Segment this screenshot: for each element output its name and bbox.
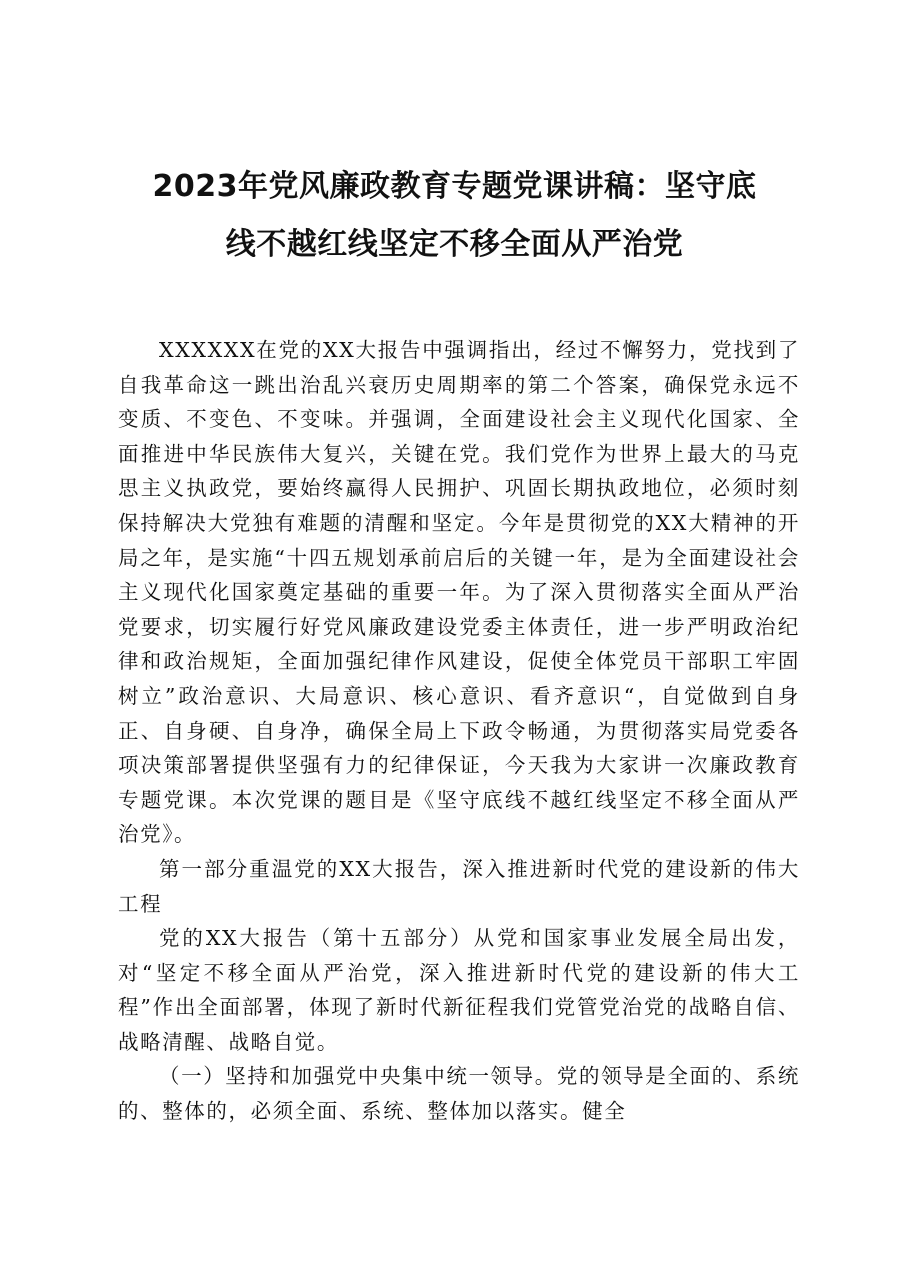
title-line-2: 线不越红线坚定不移全面从严治党: [225, 227, 684, 262]
paragraph-intro: XXXXXX在党的XX大报告中强调指出，经过不懈努力，党找到了自我革命这一跳出治乱兴衰历史周期率的第二个答案，确保党永远不变质、不变色、不变味。并强调，全面建设社会主义现代化国家、全面推进中华民族伟大复兴，关键在党。我们党作为世界上最大的马克思主义执政党，要始终赢得人民拥护、巩固长期执政地位，必须时刻保持解决大党独有难题的清醒和坚定。今年是贯彻党的XX大精神的开局之年，是实施“十四五规划承前启后的关键一年，是为全面建设社会主义现代化国家奠定基础的重要一年。为了深入贯彻落实全面从严治党要求，切实履行好党风廉政建设党委主体责任，进一步严明政治纪律和政治规矩，全面加强纪律作风建设，促使全体党员干部职工牢固树立”政治意识、大局意识、核心意识、看齐意识“，自觉做到自身正、自身硬、自身净，确保全局上下政令畅通，为贯彻落实局党委各项决策部署提供坚强有力的纪律保证，今天我为大家讲一次廉政教育专题党课。本次党课的题目是《坚守底线不越红线坚定不移全面从严治党》。: [118, 338, 800, 847]
paragraph-point-one: （一）坚持和加强党中央集中统一领导。党的领导是全面的、系统的、整体的，必须全面、系统、整体加以落实。健全: [118, 1064, 800, 1124]
document-body: [118, 333, 800, 1129]
paragraph-report-overview: 党的XX大报告（第十五部分）从党和国家事业发展全局出发，对“坚定不移全面从严治党，深入推进新时代党的建设新的伟大工程”作出全面部署，体现了新时代新征程我们党管党治党的战略自信、战略清醒、战略自觉。: [118, 926, 800, 1054]
title-line-1: 2023年党风廉政教育专题党课讲稿：坚守底: [152, 169, 757, 204]
paragraph-section-heading: 第一部分重温党的XX大报告，深入推进新时代党的建设新的伟大工程: [118, 856, 800, 916]
document-title: [100, 158, 809, 274]
